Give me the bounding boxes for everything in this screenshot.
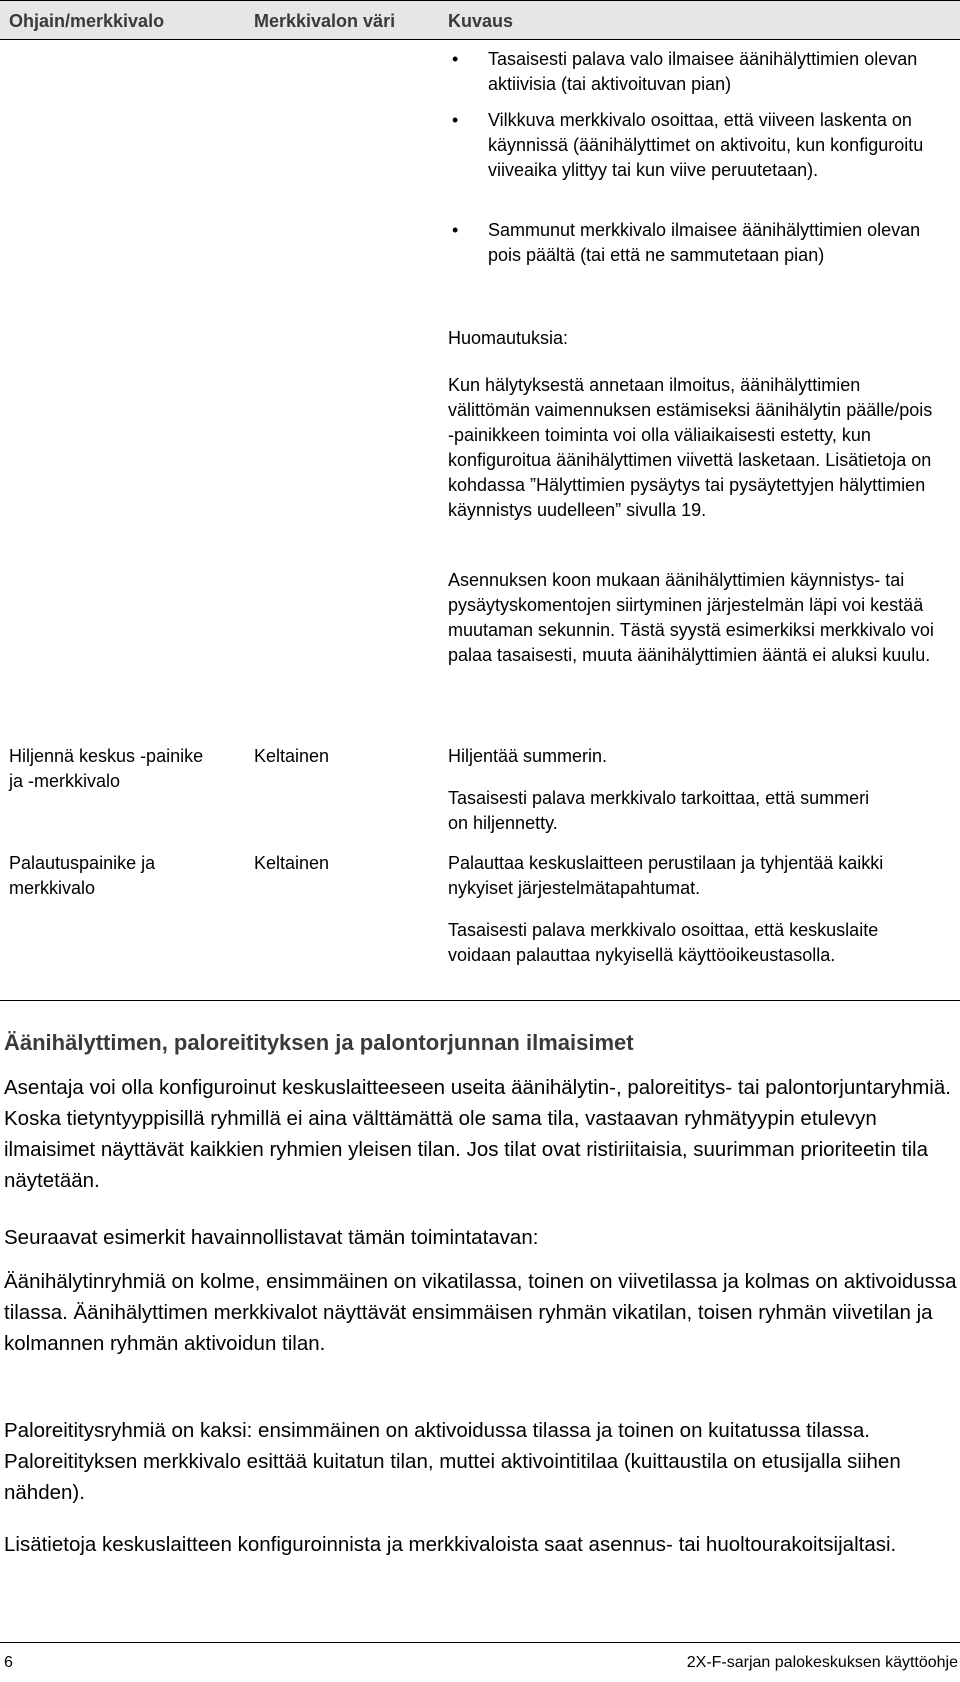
note-paragraph: Asennuksen koon mukaan äänihälyttimien käynnistys- tai pysäytyskomentojen siirtyminen järjestelmän läpi voi kestää muutaman sekunnin. Tästä syystä esimerkiksi merkkivalo voi palaa tasaisesti, muuta äänihälyttimien ääntä ei aluksi kuulu. xyxy=(448,570,934,665)
row-description: Palauttaa keskuslaitteen perustilaan ja tyhjentää kaikki nykyiset järjestelmätapahtumat. xyxy=(448,853,884,898)
bullet-dot: • xyxy=(452,220,459,240)
header-description: Kuvaus xyxy=(448,11,514,31)
row-description: Hiljentää summerin. xyxy=(448,746,608,766)
body-paragraph: Lisätietoja keskuslaitteen konfiguroinnista ja merkkivaloista saat asennus- tai huoltourakoitsijaltasi. xyxy=(4,1533,897,1556)
footer-rule xyxy=(0,1642,960,1643)
body-paragraph: Seuraavat esimerkit havainnollistavat tämän toimintatavan: xyxy=(4,1226,539,1249)
row-description: Tasaisesti palava merkkivalo osoittaa, että keskuslaite voidaan palauttaa nykyisellä käyttöoikeustasolla. xyxy=(448,920,879,965)
document-title: 2X-F-sarjan palokeskuksen käyttöohje xyxy=(686,1654,958,1671)
body-paragraph: Asentaja voi olla konfiguroinut keskuslaitteeseen useita äänihälytin-, paloreititys- tai palontorjuntaryhmiä. Koska tietyntyyppisillä ryhmillä ei aina välttämättä ole sama tila, vastaavan ryhmätyypin etulevyn ilmaisimet näyttävät kaikkien ryhmien yleisen tilan. Jos tilat ovat ristiriitaisia, suurimman prioriteetin tila näytetään. xyxy=(4,1076,951,1192)
bullet-item: Sammunut merkkivalo ilmaisee äänihälyttimien olevan pois päältä (tai että ne sammutetaan pian) xyxy=(488,220,921,265)
bullet-item: Tasaisesti palava valo ilmaisee äänihälyttimien olevan aktiivisia (tai aktivoituvan pian) xyxy=(488,49,918,94)
body-paragraph: Paloreititysryhmiä on kaksi: ensimmäinen on aktivoidussa tilassa ja toinen on kuitatussa tilassa. Paloreitityksen merkkivalo esittää kuitatun tilan, muttei aktivointitilaa (kuittaustila on etusijalla siihen nähden). xyxy=(4,1419,901,1504)
table-bottom-rule xyxy=(0,1000,960,1001)
table-header xyxy=(0,0,960,40)
row-control-label: Palautuspainike ja merkkivalo xyxy=(9,853,156,898)
bullet-dot: • xyxy=(452,110,459,130)
body-paragraph: Äänihälytinryhmiä on kolme, ensimmäinen on vikatilassa, toinen on viivetilassa ja kolmas on aktivoidussa tilassa. Äänihälyttimen merkkivalot näyttävät ensimmäisen ryhmän vikatilan, toisen ryhmän viivetilan ja kolmannen ryhmän aktivoidun tilan. xyxy=(4,1270,957,1355)
note-paragraph: Kun hälytyksestä annetaan ilmoitus, äänihälyttimien välittömän vaimennuksen estämiseksi äänihälytin päälle/pois -painikkeen toiminta voi olla väliaikaisesti estetty, kun konfiguroitua äänihälyttimen viivettä lasketaan. Lisätietoja on kohdassa ”Hälyttimien pysäytys tai pysäytettyjen hälyttimien käynnistys uudelleen” sivulla 19. xyxy=(448,375,933,520)
notes-label: Huomautuksia: xyxy=(448,328,569,348)
row-control-label: Hiljennä keskus -painike ja -merkkivalo xyxy=(9,746,204,791)
row-color: Keltainen xyxy=(254,853,330,873)
bullet-item: Vilkkuva merkkivalo osoittaa, että viiveen laskenta on käynnissä (äänihälyttimet on aktivoitu, kun konfiguroitu viiveaika ylittyy tai kun viive peruutetaan). xyxy=(488,110,924,180)
header-control: Ohjain/merkkivalo xyxy=(9,11,165,31)
row-color: Keltainen xyxy=(254,746,330,766)
page-number: 6 xyxy=(4,1654,13,1671)
section-title: Äänihälyttimen, paloreitityksen ja palontorjunnan ilmaisimet xyxy=(4,1030,634,1055)
row-description: Tasaisesti palava merkkivalo tarkoittaa, että summeri on hiljennetty. xyxy=(448,788,870,833)
header-color: Merkkivalon väri xyxy=(254,11,396,31)
bullet-dot: • xyxy=(452,49,459,69)
